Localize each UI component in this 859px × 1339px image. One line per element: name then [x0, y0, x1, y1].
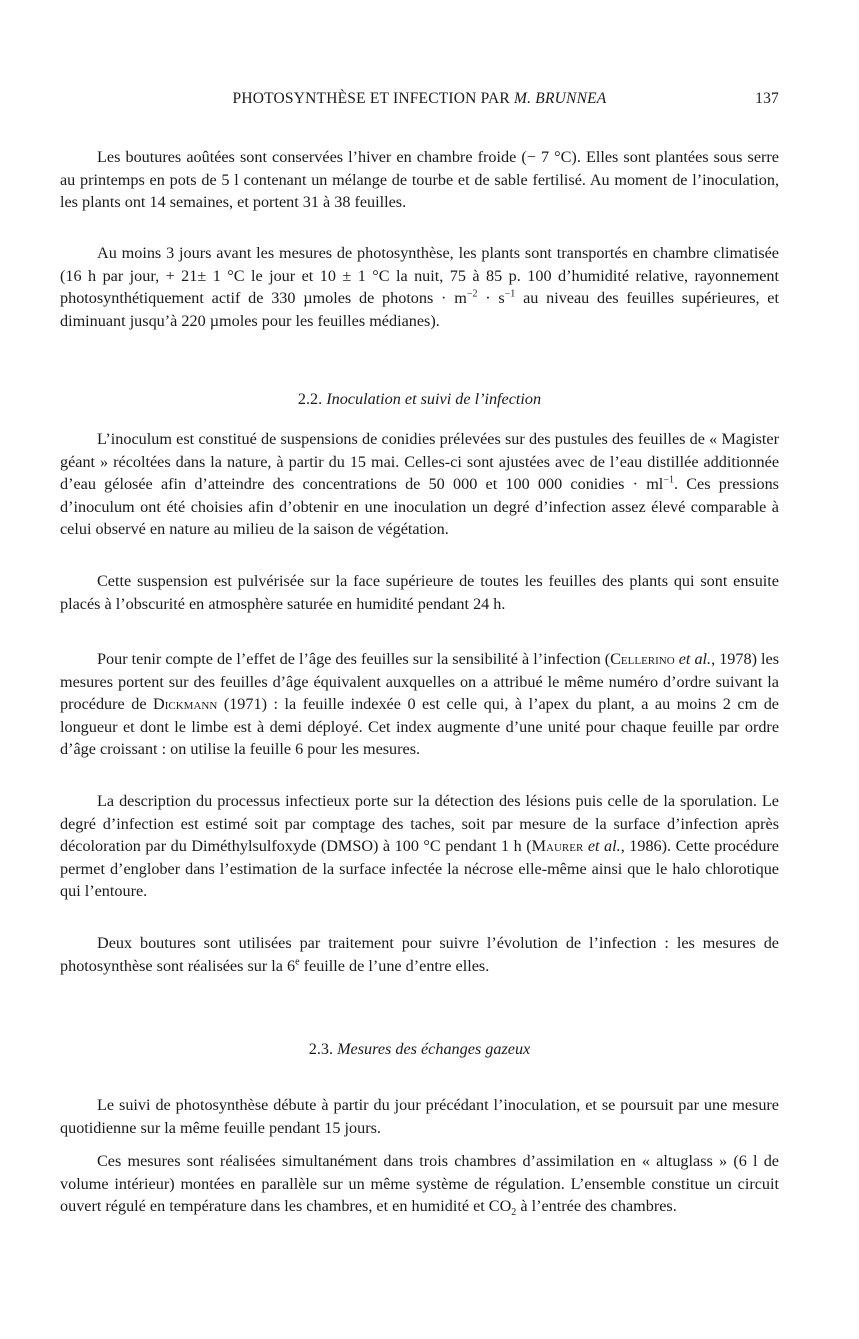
text: au niveau des feuilles supérieures, et diminuant jusqu’à 220 µmoles pour les feuilles médianes). — [60, 289, 779, 330]
text: , 1978) les mesures portent sur des feuilles d’âge équivalent auxquelles on a attribué le même numéro d’ordre suivant la procédure de — [60, 650, 780, 714]
paragraph-cuttings-per-treatment — [60, 932, 779, 977]
running-title-species: M. BRUNNEA — [514, 90, 607, 107]
text: Ces mesures sont réalisées simultanément dans trois chambres d’assimilation en « altuglass » (6 l de volume intérieur) montées en parallèle sur un même système de régulation. L’ensemble constitue un circuit ouvert régulé en température dans les chambres, et en humidité et CO — [60, 1152, 779, 1216]
section-heading-2-3 — [60, 1040, 779, 1059]
text: . Ces pressions d’inoculum ont été choisies afin d’obtenir en une inoculation un degré d’infection assez élevé comparable à celui observé en nature au milieu de la saison de végétation. — [60, 475, 779, 539]
paragraph-climate-chamber — [60, 242, 779, 332]
section-title: Inoculation et suivi de l’infection — [326, 390, 542, 408]
superscript: −1 — [504, 288, 516, 300]
text: · s — [477, 289, 505, 308]
paragraph-assimilation-chambers — [60, 1150, 779, 1218]
text: Deux boutures sont utilisées par traitement pour suivre l’évolution de l’infection : les mesures de photosynthèse sont réalisées sur la 6 — [60, 934, 779, 975]
superscript: −1 — [663, 474, 674, 486]
paragraph-spraying: Cette suspension est pulvérisée sur la face supérieure de toutes les feuilles des plants qui sont ensuite placés à l’obscurité en atmosphère saturée en humidité pendant 24 h. — [60, 572, 779, 613]
superscript: e — [295, 956, 300, 968]
text: Pour tenir compte de l’effet de l’âge des feuilles sur la sensibilité à l’infection ( — [97, 650, 611, 668]
paragraph-cuttings: Les boutures aoûtées sont conservées l’hiver en chambre froide (− 7 °C). Elles sont plantées sous serre au printemps en pots de 5 l contenant un mélange de tourbe et de sable fertilisé. Au moment de l’inoculation, les plants ont 14 semaines, et portent 31 à 38 feuilles. — [60, 148, 779, 212]
paragraph-infection-process — [60, 790, 779, 903]
superscript: −2 — [466, 288, 478, 300]
text: , 1986). Cette procédure permet d’englober dans l’estimation de la surface infectée la nécrose elle-même ainsi que le halo chlorotique qui l’entoure. — [60, 837, 779, 901]
paragraph-inoculum — [60, 428, 779, 541]
section-heading-2-2 — [60, 390, 779, 409]
section-title: Mesures des échanges gazeux — [337, 1040, 531, 1058]
subscript: 2 — [511, 1207, 517, 1219]
text: La description du processus infectieux porte sur la détection des lésions puis celle de la sporulation. Le degré d’infection est estimé soit par comptage des taches, soit par mesure de la surface d’infection après décoloration par du Diméthylsulfoxyde (DMSO) à 100 °C pendant 1 h ( — [60, 792, 779, 856]
running-title — [60, 90, 779, 108]
et-al: et al. — [674, 650, 712, 668]
text: Au moins 3 jours avant les mesures de photosynthèse, les plants sont transportés en chambre climatisée (16 h par jour, + 21± 1 °C le jour et 10 ± 1 °C la nuit, 75 à 85 p. 100 d’humidité relative, rayonnement photosynthétiquement actif de 330 µmoles de photons · m — [60, 244, 779, 308]
author-citation: Dickmann — [153, 695, 218, 714]
page-number: 137 — [755, 90, 779, 107]
running-title-text: PHOTOSYNTHÈSE ET INFECTION PAR — [232, 90, 515, 107]
author-citation: Cellerino — [610, 650, 675, 668]
section-number: 2.2. — [297, 390, 327, 408]
paragraph-photosynthesis-tracking: Le suivi de photosynthèse débute à partir du jour précédant l’inoculation, et se poursuit par une mesure quotidienne sur la même feuille pendant 15 jours. — [60, 1096, 779, 1137]
text: (1971) : la feuille indexée 0 est celle qui, à l’apex du plant, a au moins 2 cm de longueur et dont le limbe est à demi déployé. Cet index augmente d’une unité pour chaque feuille par ordre d’âge croissant : on utilise la feuille 6 pour les mesures. — [60, 695, 779, 759]
text: L’inoculum est constitué de suspensions de conidies prélevées sur des pustules des feuilles de « Magister géant » récoltées dans la nature, à partir du 15 mai. Celles-ci sont ajustées avec de l’eau distillée additionnée d’eau gélosée afin d’atteindre des concentrations de 50 000 et 100 000 conidies · ml — [60, 430, 779, 494]
author-citation: Maurer — [531, 837, 584, 856]
text: à l’entrée des chambres. — [516, 1197, 677, 1216]
et-al: et al. — [583, 837, 621, 856]
section-number: 2.3. — [308, 1040, 338, 1058]
text: feuille de l’une d’entre elles. — [299, 956, 490, 975]
paragraph-leaf-age — [60, 648, 779, 761]
running-header — [60, 90, 779, 114]
